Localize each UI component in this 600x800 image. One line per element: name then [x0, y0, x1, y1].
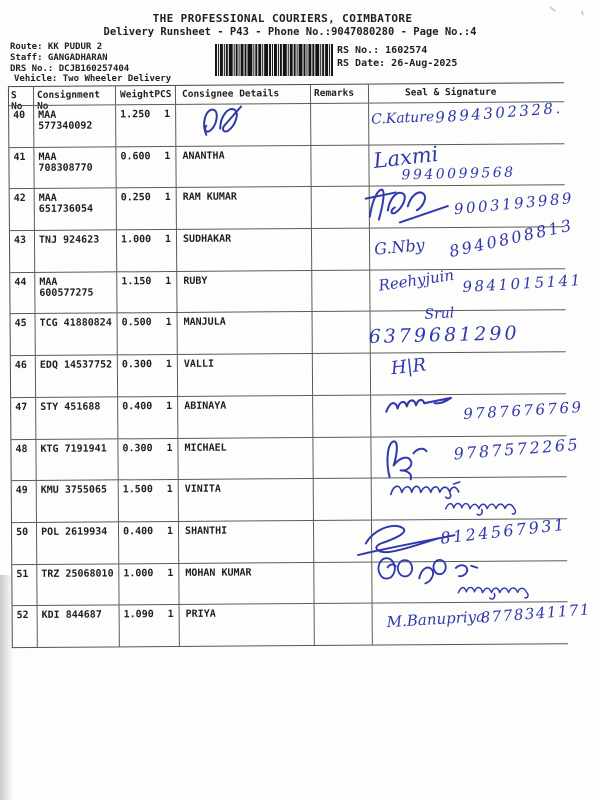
consignment-cell: POL 2619934	[37, 522, 119, 563]
consignee-cell: ABINAYA	[178, 396, 313, 438]
signature-scribble	[364, 182, 454, 229]
consignee-cell: RAM KUMAR	[177, 187, 312, 229]
table-row	[10, 215, 576, 272]
pcs-value: 1	[164, 234, 172, 246]
signature-phone: 9003193989	[453, 189, 575, 219]
signature-phone: 8778341171	[480, 600, 592, 627]
signature-scribble	[383, 394, 455, 417]
vehicle-line: Vehicle: Two Wheeler Delivery	[14, 74, 172, 85]
consignment-cell: MAA 600577275	[35, 272, 117, 313]
consignee-cell: MOHAN KUMAR	[179, 563, 314, 605]
page-subtitle: Delivery Runsheet - P43 - Phone No.:9047080280 - Page No.:4	[103, 26, 477, 38]
pcs-value: 1	[167, 609, 174, 621]
table-row	[11, 434, 581, 481]
consignee-cell: VALLI	[178, 354, 313, 396]
consignee-cell: PRIYA	[180, 604, 315, 646]
tamil-signature-line	[448, 581, 536, 600]
table-row	[10, 185, 575, 231]
pcs-value: 1	[164, 109, 171, 121]
consignment-cell: KDI 844687	[38, 606, 120, 647]
pcs-value: 1	[164, 150, 171, 162]
sno-cell: 40	[9, 106, 34, 147]
header-consignee: Consignee Details	[176, 85, 311, 104]
signature-phone: 8124567931	[439, 514, 568, 548]
tamil-signature-line	[436, 498, 524, 517]
signature-phone: 6379681290	[368, 322, 520, 349]
sno-cell: 52	[13, 606, 38, 647]
seal-signature-cell	[371, 352, 566, 394]
remarks-cell	[312, 229, 370, 270]
sno-cell: 41	[9, 148, 34, 189]
ink-scribble	[196, 97, 252, 143]
header-consignment: Consignment No	[34, 86, 116, 105]
remarks-cell	[313, 354, 371, 395]
weight-value: 0.400	[123, 526, 154, 538]
consignment-cell: TCG 41880824	[36, 314, 118, 355]
seal-signature-cell	[372, 514, 568, 561]
drs-no-line: DRS No.: DCJB160257404	[10, 63, 130, 74]
remarks-cell	[311, 145, 369, 186]
pcs-value: 1	[166, 400, 173, 412]
signature-name: G.Nby	[373, 235, 426, 259]
staff-line: Staff: GANGADHARAN	[10, 52, 108, 63]
seal-signature-cell	[368, 305, 566, 353]
signature-name: Laxmi	[372, 141, 440, 173]
consignee-cell: ANANTHA	[176, 146, 311, 188]
signature-phone: 9894302328.	[434, 98, 564, 127]
consignment-cell: TNJ 924623	[35, 230, 117, 271]
table-row	[11, 305, 566, 356]
pcs-value: 1	[165, 275, 172, 287]
consignee-cell: SUDHAKAR	[177, 229, 312, 271]
header-weight: Weight	[119, 89, 155, 101]
table-row	[11, 393, 585, 439]
runsheet-table	[8, 82, 592, 648]
sno-cell: 49	[12, 481, 37, 522]
sno-cell: 42	[10, 189, 35, 230]
consignment-cell: EDQ 14537752	[36, 356, 118, 397]
table-row	[12, 514, 568, 564]
sno-cell: 46	[11, 356, 36, 397]
consignment-cell: MAA 651736054	[35, 189, 117, 230]
pcs-value: 1	[166, 484, 173, 496]
pcs-value: 1	[165, 317, 172, 329]
table-row	[12, 560, 567, 606]
sno-cell: 43	[10, 231, 35, 272]
header-sno: S No	[9, 87, 34, 105]
remarks-cell	[313, 312, 371, 353]
sno-cell: 45	[11, 314, 36, 355]
sno-cell: 47	[11, 398, 36, 439]
header-remarks: Remarks	[311, 85, 369, 103]
signature-name: C.Kature	[370, 109, 435, 128]
sno-cell: 48	[11, 439, 36, 480]
seal-signature-cell	[371, 394, 585, 436]
remarks-cell	[311, 104, 369, 145]
consignment-cell: TRZ 25068010	[37, 564, 119, 605]
header-seal-signature: Seal & Signature	[404, 86, 497, 99]
signature-name: H|R	[389, 354, 428, 380]
consignee-cell: VINITA	[179, 479, 314, 521]
weight-value: 0.400	[122, 400, 153, 413]
table-row	[12, 476, 567, 522]
consignment-cell: MAA 577340092	[34, 105, 116, 146]
signature-phone: 9787676769	[462, 397, 585, 423]
seal-signature-cell	[370, 215, 576, 269]
sno-cell: 44	[10, 273, 35, 314]
consignment-cell: STY 451688	[36, 397, 118, 438]
pcs-value: 1	[164, 192, 171, 204]
pcs-value: 1	[166, 525, 174, 537]
rs-no-line: RS No.: 1602574	[337, 45, 428, 56]
weight-value: 0.600	[120, 150, 151, 163]
scan-noise-mark	[581, 10, 584, 15]
remarks-cell	[314, 562, 372, 603]
signature-name: Srul	[424, 305, 455, 324]
table-row	[9, 143, 564, 189]
remarks-cell	[312, 187, 370, 228]
consignee-cell	[176, 104, 311, 146]
remarks-cell	[313, 395, 371, 436]
table-row	[11, 351, 566, 397]
weight-value: 0.250	[120, 192, 151, 204]
weight-value: 0.500	[121, 317, 152, 329]
signature-phone: 8940808813	[447, 215, 576, 262]
rs-date-line: RS Date: 26-Aug-2025	[337, 57, 458, 69]
rs-info-block	[337, 45, 457, 70]
sno-cell: 50	[12, 523, 37, 564]
consignee-cell: MICHAEL	[178, 438, 313, 480]
remarks-cell	[313, 437, 371, 478]
pcs-value: 1	[165, 359, 172, 371]
weight-value: 1.000	[123, 567, 154, 579]
weight-value: 0.300	[121, 359, 153, 371]
consignment-cell: KMU 3755065	[37, 481, 119, 522]
header-pcs: PCS	[154, 88, 172, 101]
signature-phone: 9841015141	[461, 270, 584, 296]
signature-name: Reehyjuin	[377, 265, 456, 295]
seal-signature-cell	[370, 265, 584, 311]
weight-value: 1.500	[122, 484, 153, 496]
consignee-cell: MANJULA	[178, 312, 313, 354]
pcs-value: 1	[166, 442, 173, 454]
weight-value: 0.300	[122, 442, 153, 454]
consignment-cell: KTG 7191941	[36, 439, 118, 480]
remarks-cell	[312, 270, 370, 311]
consignment-cell: MAA 708308770	[34, 147, 116, 188]
weight-value: 1.150	[121, 275, 152, 288]
sno-cell: 51	[12, 565, 37, 606]
table-row	[10, 265, 584, 314]
barcode	[215, 44, 333, 76]
signature-scribble	[373, 433, 433, 483]
weight-value: 1.250	[120, 109, 151, 121]
signature-name: M.Banupriya	[386, 607, 486, 632]
weight-value: 1.090	[123, 609, 154, 621]
seal-signature-cell	[370, 186, 575, 228]
seal-signature-cell	[372, 477, 567, 519]
seal-signature-cell	[369, 98, 564, 144]
seal-signature-cell	[371, 434, 581, 478]
table-row	[13, 600, 592, 647]
shipment-info-block	[10, 42, 171, 85]
seal-signature-cell	[373, 600, 592, 644]
consignee-cell: SHANTHI	[179, 521, 314, 563]
route-line: Route: KK PUDUR 2	[10, 42, 103, 52]
remarks-cell	[314, 479, 372, 520]
seal-signature-cell	[369, 141, 564, 186]
signature-phone: 9787572265	[452, 434, 581, 463]
page-title: THE PROFESSIONAL COURIERS, COIMBATORE	[152, 12, 413, 25]
pcs-value: 1	[167, 567, 174, 579]
signature-phone: 9940099568	[401, 164, 516, 184]
weight-value: 1.000	[120, 234, 152, 246]
remarks-cell	[315, 604, 373, 645]
seal-signature-cell	[372, 561, 567, 603]
consignee-cell: RUBY	[177, 271, 312, 313]
